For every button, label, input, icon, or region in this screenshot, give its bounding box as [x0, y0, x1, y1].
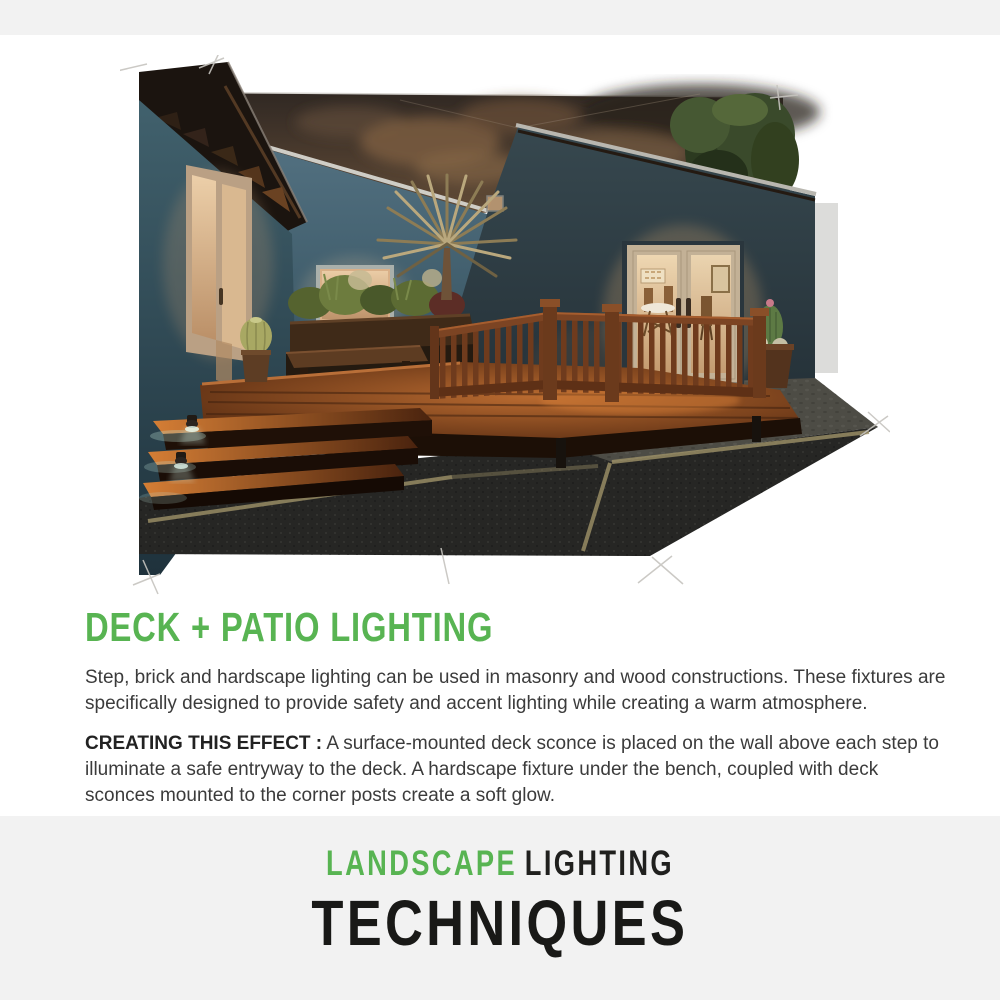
content-section	[85, 604, 947, 823]
side-panel	[815, 203, 838, 373]
deck-patio-illustration	[120, 55, 890, 595]
section-heading: DECK + PATIO LIGHTING	[85, 604, 494, 650]
footer-title: TECHNIQUES	[311, 887, 689, 959]
effect-paragraph	[85, 731, 947, 809]
footer-logo	[0, 844, 1000, 960]
brand-lighting: LIGHTING	[524, 844, 674, 883]
footer-band	[0, 816, 1000, 1000]
effect-lead: CREATING THIS EFFECT :	[85, 733, 323, 754]
effect-text: A surface-mounted deck sconce is placed on the wall above each step to illuminate a safe entryway to the deck. A hardscape fixture under the bench, coupled with deck sconces mounted to the corner posts create a soft glow.	[85, 733, 939, 806]
top-gray-band	[0, 0, 1000, 35]
brand-landscape: LANDSCAPE	[326, 844, 517, 883]
intro-paragraph: Step, brick and hardscape lighting can be used in masonry and wood constructions. These fixtures are specifically designed to provide safety and accent lighting while creating a warm atmosphere.	[85, 667, 946, 714]
footer-brand-line	[0, 844, 1000, 884]
